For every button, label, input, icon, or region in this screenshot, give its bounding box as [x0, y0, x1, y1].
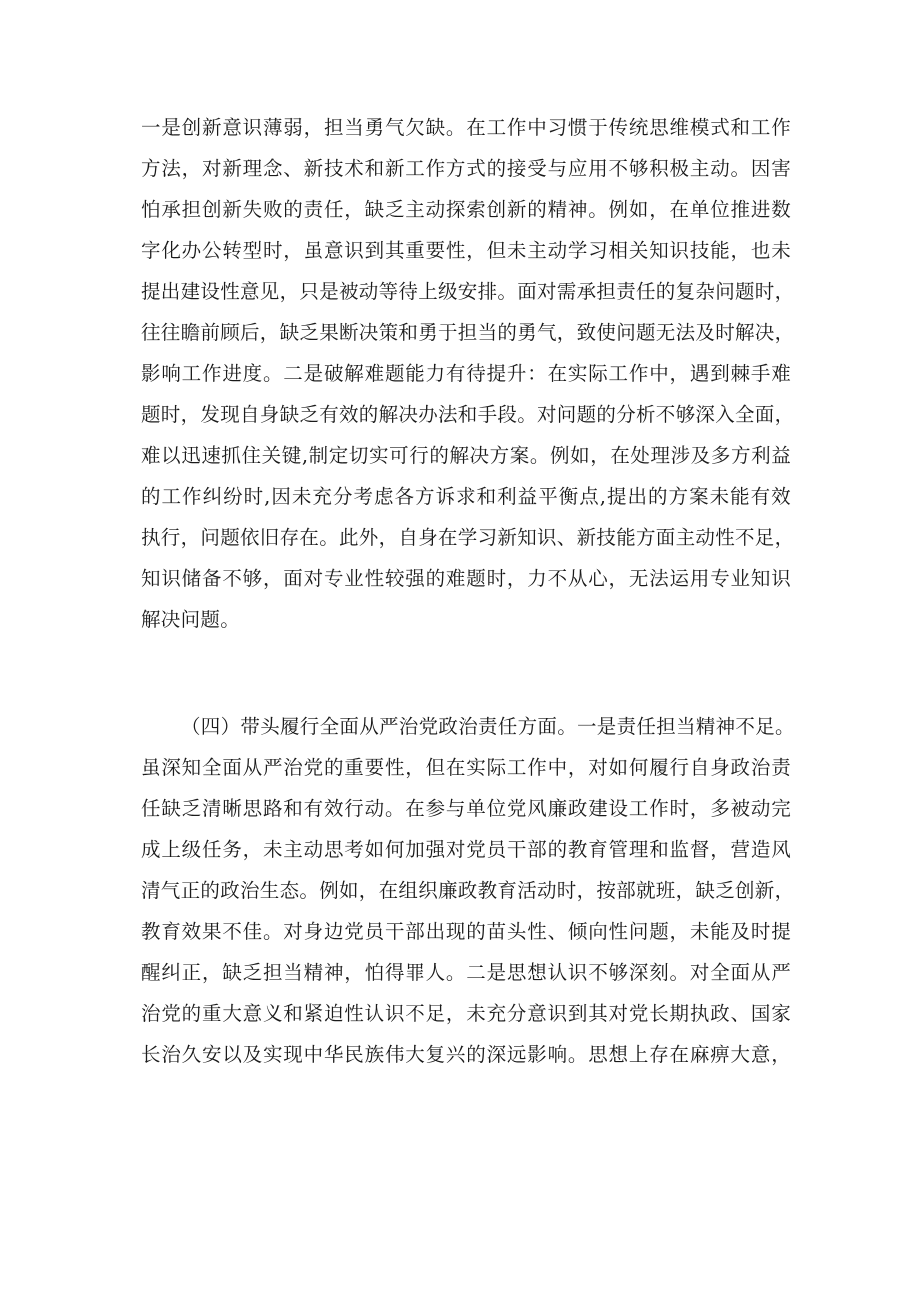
paragraph-1-line-10: 的工作纠纷时,因未充分考虑各方诉求和利益平衡点,提出的方案未能有效: [141, 485, 791, 508]
paragraph-1-line-11: 执行，问题依旧存在。此外，自身在学习新知识、新技能方面主动性不足，: [141, 526, 795, 549]
paragraph-1-line-5: 提出建设性意见，只是被动等待上级安排。面对需承担责任的复杂问题时，: [141, 280, 795, 303]
paragraph-1-line-2: 方法，对新理念、新技术和新工作方式的接受与应用不够积极主动。因害: [141, 157, 791, 180]
paragraph-2-line-4: 成上级任务，未主动思考如何加强对党员干部的教育管理和监督，营造风: [141, 838, 791, 861]
paragraph-1-line-7: 影响工作进度。二是破解难题能力有待提升：在实际工作中，遇到棘手难: [141, 362, 791, 385]
paragraph-1-line-1: 一是创新意识薄弱，担当勇气欠缺。在工作中习惯于传统思维模式和工作: [141, 116, 791, 139]
paragraph-1-line-12: 知识储备不够，面对专业性较强的难题时，力不从心，无法运用专业知识: [141, 567, 791, 590]
paragraph-2-line-8: 治党的重大意义和紧迫性认识不足，未充分意识到其对党长期执政、国家: [141, 1002, 791, 1025]
paragraph-2-line-5: 清气正的政治生态。例如，在组织廉政教育活动时，按部就班，缺乏创新，: [141, 879, 795, 902]
paragraph-2-line-7: 醒纠正，缺乏担当精神，怕得罪人。二是思想认识不够深刻。对全面从严: [141, 961, 791, 984]
paragraph-2-line-2: 虽深知全面从严治党的重要性，但在实际工作中，对如何履行自身政治责: [141, 756, 791, 779]
paragraph-1-line-3: 怕承担创新失败的责任，缺乏主动探索创新的精神。例如，在单位推进数: [141, 198, 791, 221]
paragraph-1-line-6: 往往瞻前顾后，缺乏果断决策和勇于担当的勇气，致使问题无法及时解决，: [141, 321, 795, 344]
paragraph-1-line-9: 难以迅速抓住关键,制定切实可行的解决方案。例如，在处理涉及多方利益: [141, 444, 791, 467]
paragraph-1-line-8: 题时，发现自身缺乏有效的解决办法和手段。对问题的分析不够深入全面，: [141, 403, 795, 426]
paragraph-2-line-6: 教育效果不佳。对身边党员干部出现的苗头性、倾向性问题，未能及时提: [141, 920, 791, 943]
paragraph-2-line-3: 任缺乏清晰思路和有效行动。在参与单位党风廉政建设工作时，多被动完: [141, 797, 791, 820]
paragraph-1-line-13: 解决问题。: [141, 608, 241, 631]
paragraph-2-line-1: （四）带头履行全面从严治党政治责任方面。一是责任担当精神不足。: [181, 715, 795, 738]
paragraph-1-line-4: 字化办公转型时，虽意识到其重要性，但未主动学习相关知识技能，也未: [141, 239, 791, 262]
paragraph-2-line-9: 长治久安以及实现中华民族伟大复兴的深远影响。思想上存在麻痹大意，: [141, 1043, 791, 1066]
